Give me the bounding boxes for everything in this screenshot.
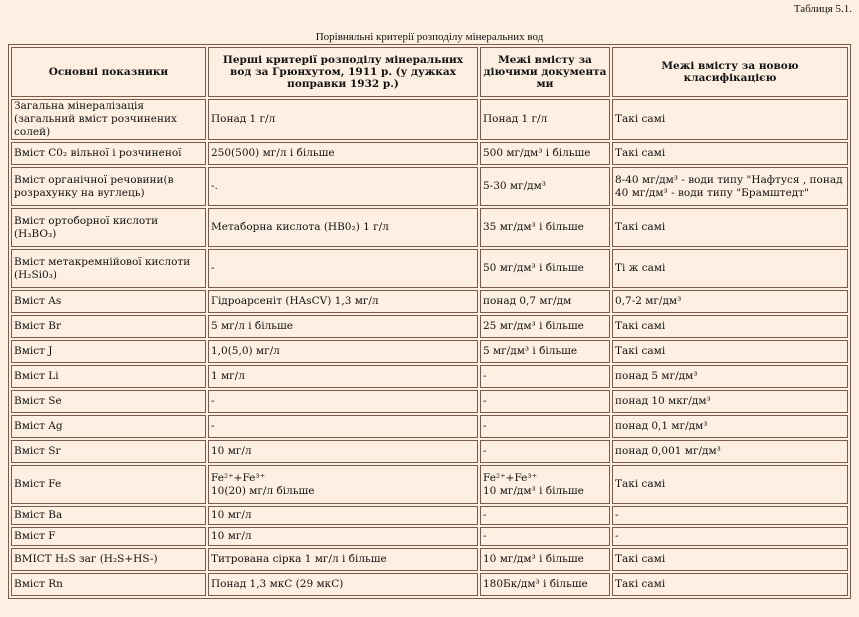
indicator-cell: Вміст метакремнійової кислоти (H₂Si0₃) xyxy=(11,249,206,288)
current-cell: 5 мг/дм³ і більше xyxy=(480,340,610,363)
new-cell: понад 0,1 мг/дм³ xyxy=(612,415,848,438)
indicator-cell: Вміст Rn xyxy=(11,573,206,596)
indicator-cell: Загальна мінералізація (загальний вміст розчинених солей) xyxy=(11,99,206,140)
grunhut-cell: 1 мг/л xyxy=(208,365,478,388)
header-indicators: Основні показники xyxy=(11,47,206,97)
grunhut-cell: 5 мг/л і більше xyxy=(208,315,478,338)
table-row xyxy=(11,315,848,338)
new-cell: Такі самі xyxy=(612,465,848,504)
new-cell: Такі самі xyxy=(612,208,848,247)
indicator-cell: Вміст C0₂ вільної і розчиненої xyxy=(11,142,206,165)
indicator-cell: Вміст Li xyxy=(11,365,206,388)
grunhut-cell: Гідроарсеніт (HAsCV) 1,3 мг/л xyxy=(208,290,478,313)
indicator-cell: Вміст Fe xyxy=(11,465,206,504)
new-cell: Такі самі xyxy=(612,315,848,338)
new-cell: Такі самі xyxy=(612,99,848,140)
new-cell: Такі самі xyxy=(612,142,848,165)
table-number: Таблиця 5.1. xyxy=(793,3,852,15)
current-cell: 50 мг/дм³ і більше xyxy=(480,249,610,288)
header-row xyxy=(11,47,848,97)
grunhut-cell: Титрована сірка 1 мг/л і більше xyxy=(208,548,478,571)
header-grunhut: Перші критерії розподілу мінеральних вод за Грюнхутом, 1911 р. (у дужках поправки 1932 р.) xyxy=(208,47,478,97)
grunhut-cell: 10 мг/л xyxy=(208,527,478,546)
table-row xyxy=(11,249,848,288)
indicator-cell: Вміст Br xyxy=(11,315,206,338)
indicator-cell: ВМІСТ H₂S заг (H₂S+HS-) xyxy=(11,548,206,571)
current-cell: 500 мг/дм³ і більше xyxy=(480,142,610,165)
table-title: Порівняльні критерії розподілу мінеральних вод xyxy=(315,31,544,43)
grunhut-cell: Понад 1,3 мкС (29 мкС) xyxy=(208,573,478,596)
new-cell: 0,7-2 мг/дм³ xyxy=(612,290,848,313)
indicator-cell: Вміст Se xyxy=(11,390,206,413)
indicator-cell: Вміст органічної речовини(в розрахунку на вуглець) xyxy=(11,167,206,206)
new-cell: 8-40 мг/дм³ - води типу "Нафтуся , понад 40 мг/дм³ - води типу "Брамштедт" xyxy=(612,167,848,206)
indicator-cell: Вміст ортоборної кислоти (H₃BO₃) xyxy=(11,208,206,247)
grunhut-fe-value: 10(20) мг/л більше xyxy=(211,484,315,497)
current-cell: Понад 1 г/л xyxy=(480,99,610,140)
table-row xyxy=(11,390,848,413)
current-cell: 180Бк/дм³ і більше xyxy=(480,573,610,596)
grunhut-cell: Метаборна кислота (HB0₂) 1 г/л xyxy=(208,208,478,247)
current-cell: понад 0,7 мг/дм xyxy=(480,290,610,313)
new-cell: понад 5 мг/дм³ xyxy=(612,365,848,388)
table-row xyxy=(11,340,848,363)
table-row xyxy=(11,365,848,388)
table-row xyxy=(11,465,848,504)
current-cell: 25 мг/дм³ і більше xyxy=(480,315,610,338)
header-current: Межі вмісту за діючими документа ми xyxy=(480,47,610,97)
current-fe-value: 10 мг/дм³ і більше xyxy=(483,484,584,497)
current-cell xyxy=(480,465,610,504)
indicator-cell: Вміст Ba xyxy=(11,506,206,525)
current-cell: - xyxy=(480,365,610,388)
table-row xyxy=(11,506,848,525)
header-new: Межі вмісту за новою класифікацією xyxy=(612,47,848,97)
grunhut-cell: - xyxy=(208,390,478,413)
current-cell: 10 мг/дм³ і більше xyxy=(480,548,610,571)
table-row xyxy=(11,573,848,596)
indicator-cell: Вміст F xyxy=(11,527,206,546)
indicator-cell: Вміст Sr xyxy=(11,440,206,463)
table-row xyxy=(11,208,848,247)
current-cell: - xyxy=(480,506,610,525)
grunhut-cell: - xyxy=(208,249,478,288)
grunhut-cell: Понад 1 г/л xyxy=(208,99,478,140)
table-row xyxy=(11,99,848,140)
current-cell: - xyxy=(480,527,610,546)
grunhut-fe-ions: Fe²⁺+Fe³⁺ xyxy=(211,471,266,484)
indicator-cell: Вміст Ag xyxy=(11,415,206,438)
indicator-cell: Вміст As xyxy=(11,290,206,313)
table-row xyxy=(11,142,848,165)
new-cell: - xyxy=(612,527,848,546)
table-row xyxy=(11,527,848,546)
table-row xyxy=(11,167,848,206)
new-cell: Такі самі xyxy=(612,548,848,571)
new-cell: Такі самі xyxy=(612,573,848,596)
table-row xyxy=(11,415,848,438)
grunhut-cell: 250(500) мг/л і більше xyxy=(208,142,478,165)
table-row xyxy=(11,548,848,571)
grunhut-cell: -. xyxy=(208,167,478,206)
grunhut-cell: 10 мг/л xyxy=(208,440,478,463)
current-cell: 35 мг/дм³ і більше xyxy=(480,208,610,247)
new-cell: понад 10 мкг/дм³ xyxy=(612,390,848,413)
grunhut-cell: - xyxy=(208,415,478,438)
current-fe-ions: Fe²⁺+Fe³⁺ xyxy=(483,471,538,484)
new-cell: Ті ж самі xyxy=(612,249,848,288)
new-cell: понад 0,001 мг/дм³ xyxy=(612,440,848,463)
new-cell: Такі самі xyxy=(612,340,848,363)
table-row xyxy=(11,290,848,313)
grunhut-cell: 1,0(5,0) мг/л xyxy=(208,340,478,363)
grunhut-cell xyxy=(208,465,478,504)
indicator-cell: Вміст J xyxy=(11,340,206,363)
current-cell: - xyxy=(480,390,610,413)
current-cell: - xyxy=(480,415,610,438)
criteria-table xyxy=(8,44,851,599)
grunhut-cell: 10 мг/л xyxy=(208,506,478,525)
current-cell: - xyxy=(480,440,610,463)
new-cell: - xyxy=(612,506,848,525)
table-row xyxy=(11,440,848,463)
current-cell: 5-30 мг/дм³ xyxy=(480,167,610,206)
